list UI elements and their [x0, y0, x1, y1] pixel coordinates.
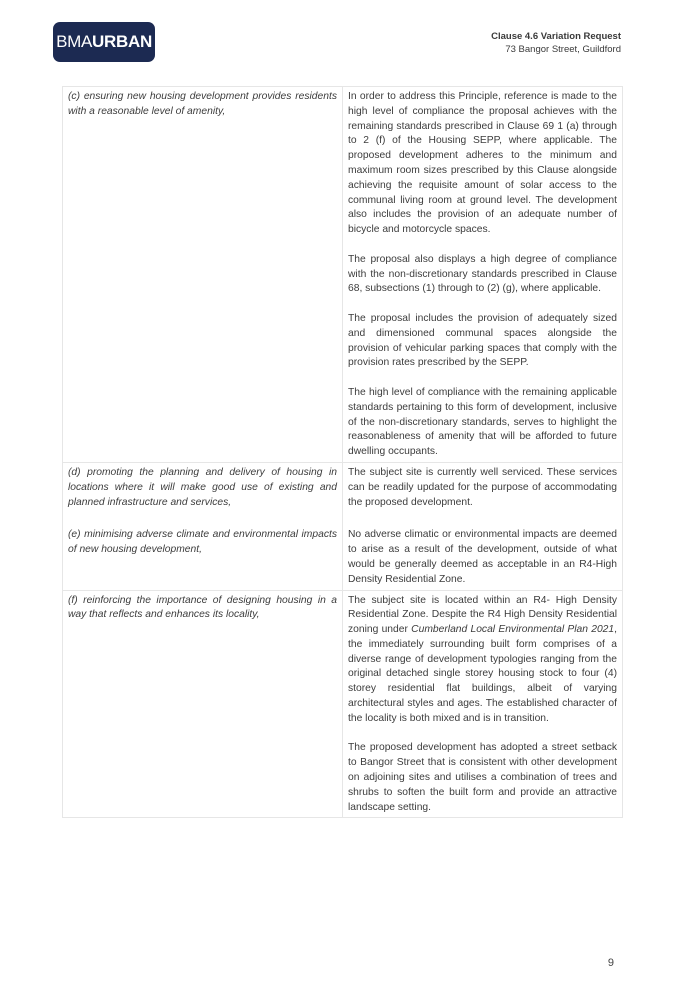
response-paragraph: The high level of compliance with the remaining applicable standards pertaining to this form of development, inclusive of the non-discretionary standards, serves to highlight the reasonableness of amenity that will be afforded to future dwelling occupants.: [348, 386, 617, 458]
response-paragraph: The proposal includes the provision of adequately sized and dimensioned communal spaces alongside the provision of vehicular parking spaces that comply with the provision rates prescribed by the SEPP.: [348, 312, 617, 369]
criterion-d-e: [63, 462, 343, 590]
response-text: The subject site is located within an R4- High Density Residential Zone. Despite the R4 High Density Residential zoning under: [348, 594, 617, 636]
logo-text-bma: BMA: [56, 32, 93, 51]
logo-text-urban: URBAN: [92, 32, 152, 51]
response-paragraph: [348, 594, 617, 727]
response-text: , the immediately surrounding built form comprises of a diverse range of development typologies ranging from the original detached single storey housing stock to four (4) storey residential flat buildings, albeit of varying architectural styles and ages. The established character of the locality is both mixed and is in transition.: [348, 624, 618, 724]
site-address: 73 Bangor Street, Guildford: [505, 44, 621, 55]
page-number: 9: [607, 957, 614, 969]
document-header: [491, 30, 621, 56]
response-d-e: [343, 462, 623, 590]
assessment-table: [62, 86, 623, 818]
document-title: Clause 4.6 Variation Request: [491, 31, 621, 42]
criterion-f: (f) reinforcing the importance of designing housing in a way that reflects and enhances its locality,: [63, 590, 343, 818]
table-row: [63, 590, 623, 818]
response-paragraph: The proposal also displays a high degree of compliance with the non-discretionary standards prescribed in Clause 68, subsections (1) through to (2) (g), where applicable.: [348, 253, 617, 295]
criterion-d: (d) promoting the planning and delivery of housing in locations where it will make good use of existing and planned infrastructure and services,: [68, 466, 337, 508]
response-e: No adverse climatic or environmental impacts are deemed to arise as a result of the development, outside of what would be generally deemed as acceptable in an R4-High Density Residential Zone.: [348, 529, 617, 585]
plan-name: Cumberland Local Environmental Plan 2021: [411, 624, 615, 636]
table-row: [63, 462, 623, 590]
criterion-e: (e) minimising adverse climate and environmental impacts of new housing development,: [68, 529, 337, 556]
response-c: [343, 87, 623, 463]
response-paragraph: The proposed development has adopted a street setback to Bangor Street that is consistent with other development on adjoining sites and utilises a combination of trees and shrubs to soften the built form and provide an attractive landscape setting.: [348, 742, 617, 813]
table-row: [63, 87, 623, 463]
response-paragraph: In order to address this Principle, reference is made to the high level of compliance the proposal achieves with the remaining standards prescribed in Clause 69 1 (a) through to 2 (f) of the Housing SEPP, where applicable. The proposed development adheres to the minimum and maximum room sizes prescribed by this Clause alongside achieving the requisite amount of solar access to the communal living room at ground level. The development also includes the provision of an adequate number of bicycle and motorcycle spaces.: [348, 91, 617, 236]
response-d: The subject site is currently well serviced. These services can be readily updated for the purpose of accommodating the proposed development.: [348, 466, 617, 508]
company-logo: [53, 22, 155, 62]
response-f: [343, 590, 623, 818]
criterion-c: (c) ensuring new housing development provides residents with a reasonable level of amenity,: [63, 87, 343, 463]
